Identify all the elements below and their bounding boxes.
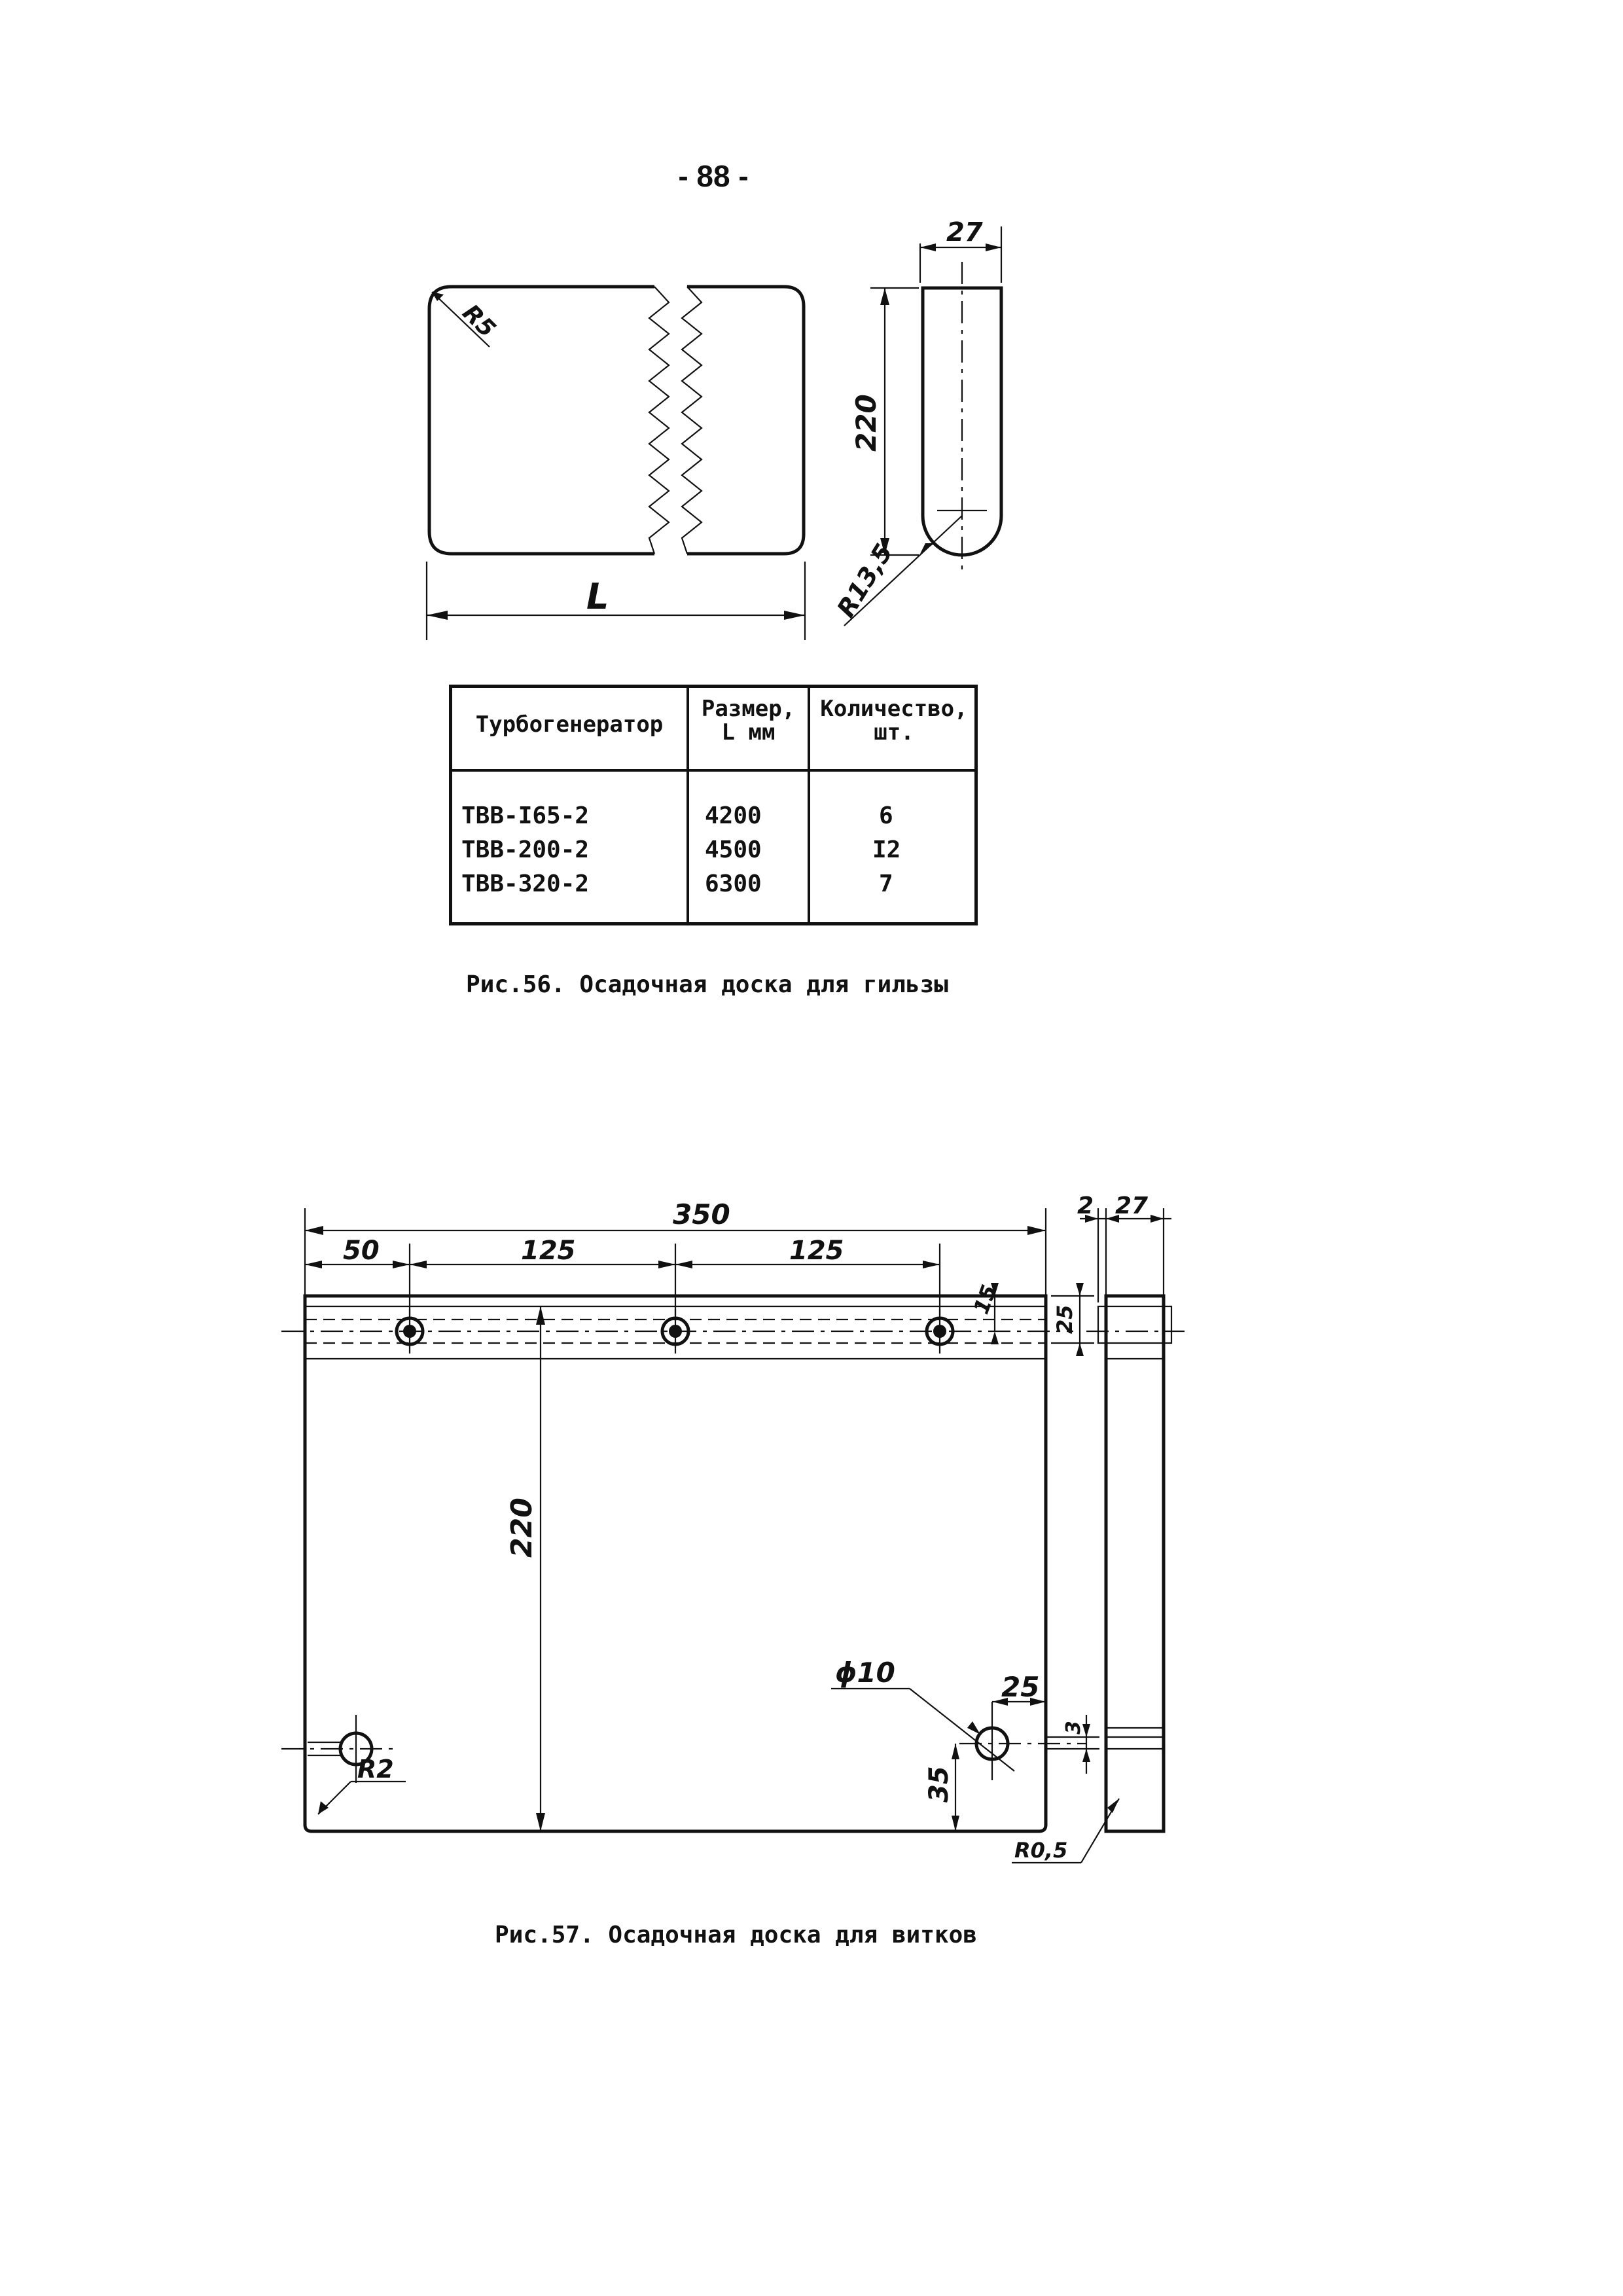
page-number: - 88 - [678, 159, 749, 193]
fig57-front-view [281, 1198, 1099, 1831]
turbogenerator-size-table [449, 685, 978, 925]
fig57-overall-length-label: 350 [673, 1198, 730, 1230]
fig57-left-slot [281, 1715, 406, 1814]
table-cell-size: 6300 [705, 870, 762, 897]
figure-56-caption: Рис.56. Осадочная доска для гильзы [466, 971, 948, 998]
fig56-side-view [831, 217, 1001, 626]
fig57-hole-offset-label: 15 [968, 1281, 1002, 1318]
fig57-height-label: 220 [505, 1498, 539, 1558]
table-header-size: Размер, L мм [701, 696, 796, 745]
table-header-quantity: Количество, шт. [820, 696, 968, 745]
figure-57-caption: Рис.57. Осадочная доска для витков [495, 1922, 977, 1948]
fig57-hole-diameter-label: ϕ10 [835, 1657, 895, 1689]
table-cell-size: 4500 [705, 836, 762, 863]
fig57-slot-radius-label: R2 [357, 1755, 394, 1784]
fig56-width-label: 27 [946, 217, 983, 247]
fig56-corner-radius-label: R5 [457, 299, 501, 343]
table-cell-quantity: I2 [872, 836, 901, 863]
fig57-strip-height-label: 25 [1052, 1304, 1077, 1334]
table-cell-quantity: 6 [879, 802, 893, 829]
fig56-break-line-left [649, 287, 669, 554]
table-cell-model: ТВВ-320-2 [461, 870, 590, 897]
fig57-pitch-2-label: 125 [789, 1236, 844, 1266]
fig57-side-gap-label: 2 [1077, 1193, 1094, 1219]
fig57-right-hole [831, 1657, 1099, 1831]
fig56-break-line-right [682, 287, 702, 554]
table-cell-quantity: 7 [879, 870, 893, 897]
fig56-board-plan [427, 287, 805, 640]
fig57-bottom-offset-label: 35 [924, 1766, 954, 1803]
fig57-edge-radius-label: R0,5 [1014, 1838, 1068, 1863]
fig57-side-width-label: 27 [1115, 1193, 1149, 1219]
table-header-turbogenerator: Турбогенератор [475, 711, 664, 738]
table-cell-model: ТВВ-I65-2 [461, 802, 590, 829]
fig56-height-label: 220 [850, 394, 882, 452]
fig57-slot-label: 3 [1062, 1721, 1085, 1734]
fig57-right-offset-label: 25 [1001, 1671, 1040, 1703]
table-cell-size: 4200 [705, 802, 762, 829]
fig56-end-radius-label: R13,5 [831, 539, 899, 622]
fig57-offset-first-label: 50 [343, 1236, 380, 1266]
fig57-side-view [1012, 1193, 1185, 1863]
table-cell-model: ТВВ-200-2 [461, 836, 590, 863]
fig56-length-label: L [586, 576, 609, 617]
fig57-pitch-1-label: 125 [521, 1236, 576, 1266]
